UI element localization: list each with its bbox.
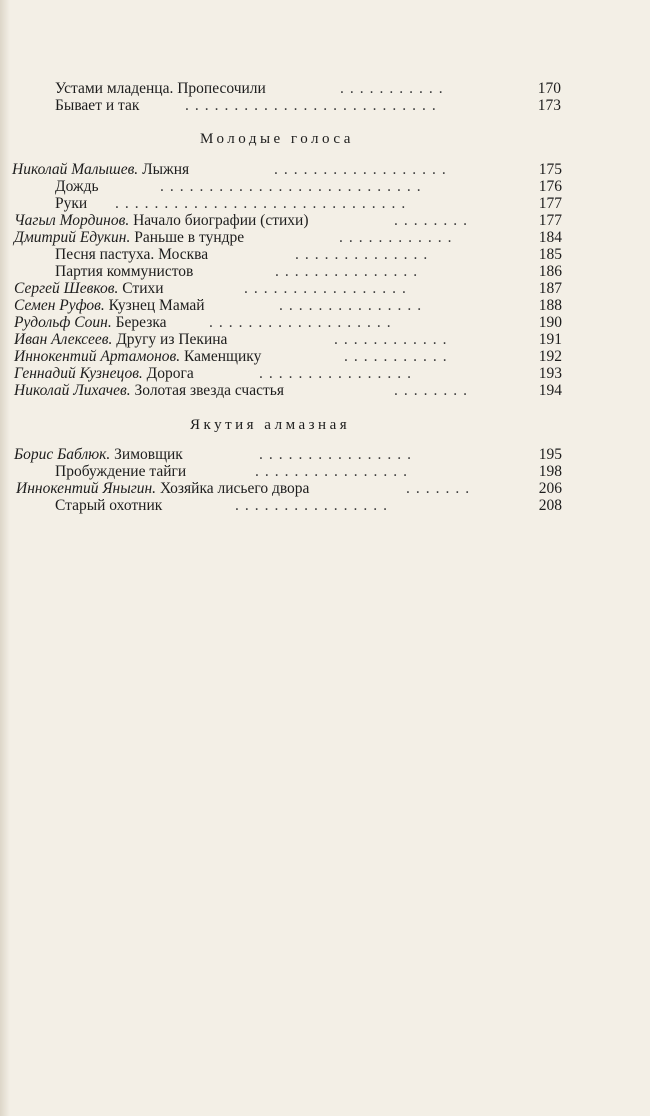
dot-leader: ............	[339, 229, 458, 246]
entry-page: 177	[538, 195, 562, 212]
entry-author: Иван Алексеев.	[14, 331, 113, 348]
dot-leader: ...........	[344, 348, 453, 365]
dot-leader: ..........................	[185, 97, 442, 114]
toc-entry	[55, 246, 562, 263]
dot-leader: ........	[394, 382, 473, 399]
entry-title: Раньше в тундре	[134, 229, 245, 246]
entry-title: Дорога	[146, 365, 194, 382]
entry-title: Стихи	[122, 280, 164, 297]
entry-title: Золотая звезда счастья	[134, 382, 284, 399]
toc-entry	[55, 97, 563, 114]
toc-entry	[14, 280, 562, 297]
dot-leader: .......	[406, 480, 476, 497]
entry-page: 195	[538, 446, 562, 463]
entry-title: Дождь	[55, 178, 99, 195]
toc-entry	[14, 446, 562, 463]
dot-leader: ................	[259, 446, 417, 463]
dot-leader: ................	[235, 497, 393, 514]
page-edge	[0, 0, 10, 1116]
entry-page: 170	[537, 80, 561, 97]
entry-page: 190	[538, 314, 562, 331]
dot-leader: ..............	[295, 246, 434, 263]
toc-entry	[55, 463, 562, 480]
entry-author: Семен Руфов.	[14, 297, 105, 314]
entry-author: Иннокентий Артамонов.	[14, 348, 181, 365]
toc-entry	[14, 382, 562, 399]
entry-page: 173	[537, 97, 561, 114]
entry-title: Хозяйка лисьего двора	[159, 480, 310, 497]
dot-leader: ................	[259, 365, 417, 382]
entry-author: Сергей Шевков.	[14, 280, 119, 297]
entry-page: 177	[538, 212, 562, 229]
entry-title: Старый охотник	[55, 497, 163, 514]
dot-leader: ...........	[340, 80, 449, 97]
entry-author: Борис Баблюк.	[14, 446, 111, 463]
entry-page: 191	[538, 331, 562, 348]
entry-page: 208	[538, 497, 562, 514]
entry-title: Кузнец Мамай	[108, 297, 205, 314]
entry-title: Устами младенца. Пропесочили	[55, 80, 266, 97]
entry-title: Партия коммунистов	[55, 263, 194, 280]
entry-title: Березка	[115, 314, 167, 331]
toc-entry	[14, 314, 562, 331]
toc-entry	[14, 348, 562, 365]
entry-page: 206	[538, 480, 562, 497]
entry-page: 185	[538, 246, 562, 263]
toc-entry	[55, 497, 562, 514]
dot-leader: ............	[334, 331, 453, 348]
dot-leader: ..............................	[115, 195, 412, 212]
entry-author: Дмитрий Едукин.	[14, 229, 131, 246]
toc-entry	[16, 480, 562, 497]
toc-entry	[14, 365, 562, 382]
entry-page: 175	[538, 161, 562, 178]
entry-page: 188	[538, 297, 562, 314]
entry-author: Рудольф Соин.	[14, 314, 112, 331]
entry-author: Николай Малышев.	[12, 161, 139, 178]
entry-title: Каменщику	[184, 348, 262, 365]
toc-entry	[55, 80, 563, 97]
entry-author: Геннадий Кузнецов.	[14, 365, 143, 382]
entry-title: Бывает и так	[55, 97, 140, 114]
entry-author: Чагыл Мординов.	[14, 212, 130, 229]
dot-leader: .................	[244, 280, 412, 297]
toc-entry	[14, 331, 562, 348]
dot-leader: ...................	[209, 314, 397, 331]
entry-page: 198	[538, 463, 562, 480]
toc-entry	[14, 212, 562, 229]
entry-title: Руки	[55, 195, 88, 212]
entry-title: Лыжня	[142, 161, 190, 178]
toc-entry	[55, 195, 562, 212]
entry-title: Зимовщик	[114, 446, 183, 463]
dot-leader: ...............	[275, 263, 424, 280]
section-heading: Якутия алмазная	[190, 417, 351, 433]
entry-page: 176	[538, 178, 562, 195]
dot-leader: ..................	[274, 161, 452, 178]
entry-title: Пробуждение тайги	[55, 463, 187, 480]
entry-title: Начало биографии (стихи)	[133, 212, 309, 229]
section-heading: Молодые голоса	[200, 131, 354, 147]
entry-page: 186	[538, 263, 562, 280]
entry-page: 187	[538, 280, 562, 297]
dot-leader: ...............	[279, 297, 428, 314]
entry-page: 193	[538, 365, 562, 382]
entry-title: Другу из Пекина	[116, 331, 228, 348]
entry-page: 184	[538, 229, 562, 246]
entry-author: Иннокентий Яныгин.	[16, 480, 157, 497]
dot-leader: ................	[255, 463, 413, 480]
toc-entry	[14, 297, 562, 314]
toc-entry	[14, 229, 562, 246]
entry-author: Николай Лихачев.	[14, 382, 131, 399]
dot-leader: ........	[394, 212, 473, 229]
toc-entry	[12, 161, 562, 178]
dot-leader: ...........................	[160, 178, 427, 195]
entry-page: 194	[538, 382, 562, 399]
entry-page: 192	[538, 348, 562, 365]
toc-entry	[55, 263, 562, 280]
toc-entry	[55, 178, 562, 195]
entry-title: Песня пастуха. Москва	[55, 246, 209, 263]
